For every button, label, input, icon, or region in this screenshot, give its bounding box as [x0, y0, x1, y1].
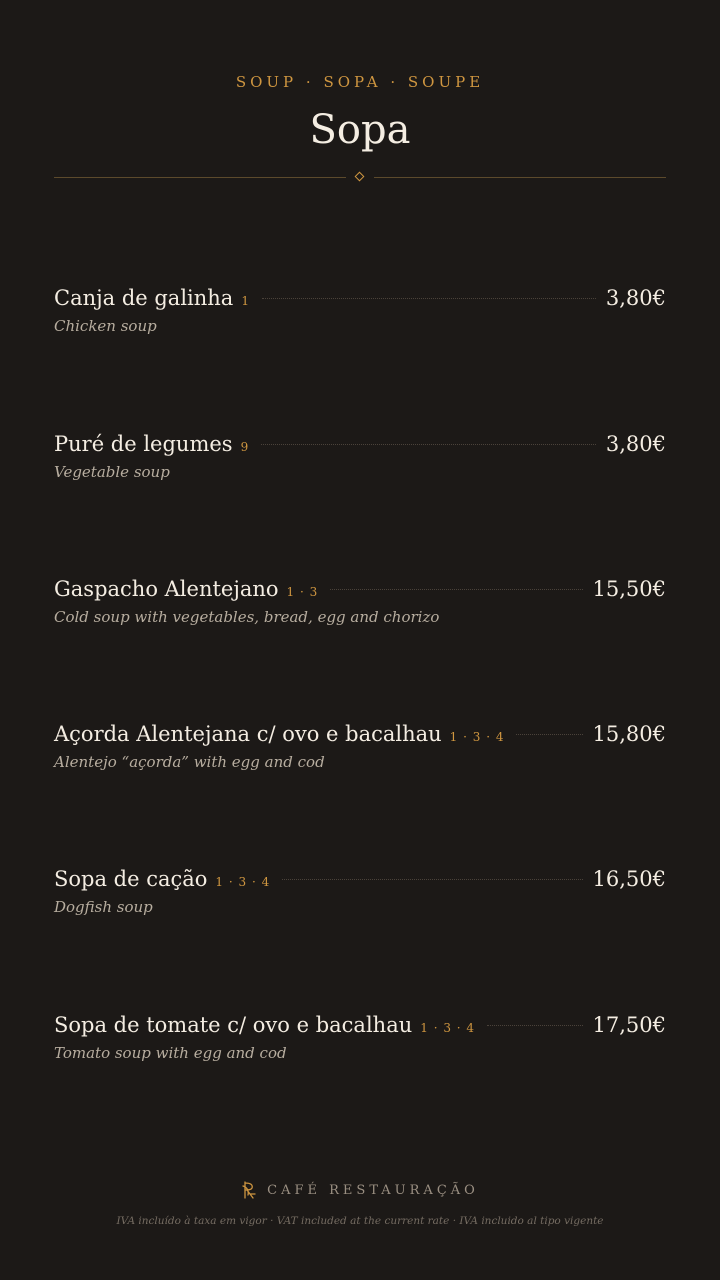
menu-footer: [0, 1180, 720, 1227]
menu-item-description: Alentejo “açorda” with egg and cod: [54, 753, 325, 771]
vat-footnote: IVA incluído à taxa em vigor · VAT included at the current rate · IVA incluido al tipo vigente: [116, 1215, 604, 1227]
menu-item-row: [54, 722, 666, 752]
dotted-leader: [262, 298, 596, 299]
menu-item-price: 15,50€: [592, 577, 666, 601]
dotted-leader: [261, 444, 596, 445]
menu-item-price: 3,80€: [605, 286, 666, 310]
menu-item-price: 15,80€: [592, 722, 666, 746]
menu-item-row: [54, 1013, 666, 1043]
dotted-leader: [282, 879, 582, 880]
menu-item: [54, 722, 666, 782]
menu-item-description: Chicken soup: [54, 317, 157, 335]
page-title: Sopa: [309, 107, 411, 153]
dotted-leader: [330, 589, 582, 590]
menu-item: [54, 867, 666, 927]
menu-item-name: Gaspacho Alentejano: [54, 577, 279, 601]
menu-item: [54, 1013, 666, 1073]
brand-logo-icon: [241, 1180, 257, 1200]
diamond-ornament-icon: [355, 172, 365, 182]
menu-item-row: [54, 867, 666, 897]
menu-item-allergens: 9: [240, 440, 250, 454]
dotted-leader: [516, 734, 582, 735]
menu-item-price: 16,50€: [592, 867, 666, 891]
menu-item-description: Dogfish soup: [54, 898, 153, 916]
menu-item-row: [54, 577, 666, 607]
menu-item-name: Canja de galinha: [54, 286, 234, 310]
divider-right: [374, 177, 666, 178]
menu-item-name: Sopa de cação: [54, 867, 208, 891]
menu-item-allergens: 1 · 3: [286, 585, 319, 599]
menu-item: [54, 432, 666, 492]
menu-item-allergens: 1: [241, 294, 250, 308]
menu-item-allergens: 1 · 3 · 4: [449, 730, 505, 744]
menu-item-description: Tomato soup with egg and cod: [54, 1044, 287, 1062]
menu-item-allergens: 1 · 3 · 4: [420, 1021, 476, 1035]
menu-item-row: [54, 286, 666, 316]
menu-item-name: Açorda Alentejana c/ ovo e bacalhau: [54, 722, 442, 746]
menu-item-description: Vegetable soup: [54, 463, 170, 481]
dotted-leader: [487, 1025, 582, 1026]
menu-item-row: [54, 432, 666, 462]
divider-left: [54, 177, 346, 178]
menu-item: [54, 577, 666, 637]
brand-name: CAFÉ RESTAURAÇÃO: [267, 1182, 479, 1198]
menu-item-description: Cold soup with vegetables, bread, egg and chorizo: [54, 608, 440, 626]
menu-item-allergens: 1 · 3 · 4: [215, 875, 271, 889]
menu-item-price: 3,80€: [605, 432, 666, 456]
menu-item-name: Sopa de tomate c/ ovo e bacalhau: [54, 1013, 413, 1037]
menu-item: [54, 286, 666, 346]
menu-item-name: Puré de legumes: [54, 432, 233, 456]
section-kicker: SOUP · SOPA · SOUPE: [235, 73, 485, 91]
menu-item-price: 17,50€: [592, 1013, 666, 1037]
brand: [241, 1180, 479, 1200]
